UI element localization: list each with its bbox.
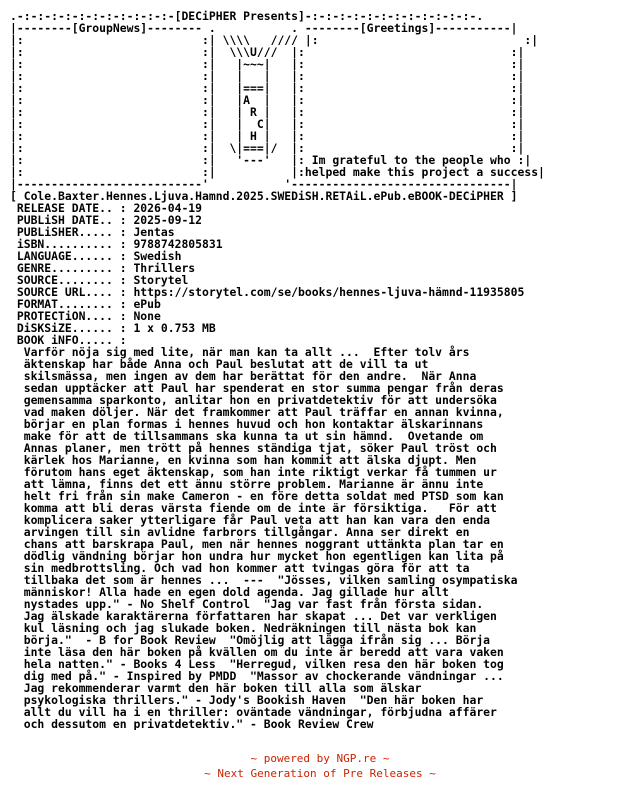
footer-tagline: ~ Next Generation of Pre Releases ~ (204, 767, 436, 780)
nfo-body: .-:-:-:-:-:-:-:-:-:-:-:-[DECiPHER Presents]-:-:-:-:-:-:-:-:-:-:-:-:-. |--------[GroupNews]-------- . . --------[Greetings]-----------| |: :| \\\\ //// |: :| |: :| \\\U/// |: :| |: :| |~~~| |: :| |: :| | | |: :| |: :| |===| |: :| |: :| |A | |: :| |: :| | R | |: :| |: :| | C| |: :| |: :| | H | |: :| |: :| \|===|/ |: :| |: :| '---' |: Im grateful to the people who :| |: :| |:helped make this project a success| |---------------------------' '--------------------------------| [ Cole.Baxter.Hennes.Ljuva.Hamnd.2025.SWEDiSH.RETAiL.ePub.eBOOK-DECiPHER ] RELEASE DATE.. : 2026-04-19 PUBLiSH DATE.. : 2025-09-12 PUBLiSHER..... : Jentas iSBN.......... : 9788742805831 LANGUAGE...... : Swedish GENRE......... : Thrillers SOURCE........ : Storytel SOURCE URL.... : https://storytel.com/se/books/hennes-ljuva-hämnd-11935805 FORMAT........ : ePub PROTECTiON.... : None DiSKSiZE...... : 1 x 0.753 MB BOOK iNFO..... : Varför nöja sig med lite, när man kan ta allt ... Efter tolv års äktenskap har både Anna och Paul beslutat att de vill ta ut skilsmässa, men ingen av dem har berättat för den andre. När Anna sedan upptäcker att Paul har spenderat en stor summa pengar från deras gemensamma sparkonto, anlitar hon en privatdetektiv för att undersöka vad maken döljer. När det framkommer att Paul träffar en annan kvinna, börjar en plan formas i hennes huvud och hon kontaktar älskarinnans make för att de tillsammans ska kunna ta ut sin hämnd. Ovetande om Annas planer, men trött på hennes ständiga tjat, söker Paul tröst och kärlek hos Marianne, en kvinna som han kommit att älska djupt. Men förutom hans eget äktenskap, som han inte riktigt verkar få tummen ur att lämna, finns det ett ännu större problem. Marianne är ännu inte helt fri från sin make Cameron - en före detta soldat med PTSD som kan komma att bli deras värsta fiende om de inte är försiktiga. För att komplicera saker ytterligare får Paul veta att han kan vara den enda arvingen till sin avlidne farbrors tillgångar. Anna ser direkt en chans att barskrapa Paul, men när hennes noggrant uttänkta plan tar en dödlig vändning börjar hon undra hur mycket hon egentligen kan lita på sin medbrottsling. Och vad hon kommer att tvingas göra för att ta tillbaka det som är hennes ... --- "Jösses, vilken samling osympatiska människor! Alla hade en egen dold agenda. Jag gillade hur allt nystades upp." - No Shelf Control "Jag var fast från första sidan. Jag älskade karaktärerna författaren har skapat ... Det var verkligen kul läsning och jag slukade boken. Nedräkningen till nästa bok kan börja." - B for Book Review "Omöjlig att lägga ifrån sig ... Börja inte läsa den här boken på kvällen om du inte är beredd att vara vaken hela natten." - Books 4 Less "Herregud, vilken resa den här boken tog dig med på." - Inspired by PMDD "Massor av chockerande vändningar ... Jag rekommenderar varmt den här boken till alla som älskar psykologiska thrillers." - Jody's Bookish Haven "Den här boken har allt du vill ha i en thriller: oväntade vändningar, förbjudna affärer och dessutom en privatdetektiv." - Book Review Crew (10, 10, 545, 730)
footer-powered-by: ~ powered by NGP.re ~ (250, 752, 390, 765)
